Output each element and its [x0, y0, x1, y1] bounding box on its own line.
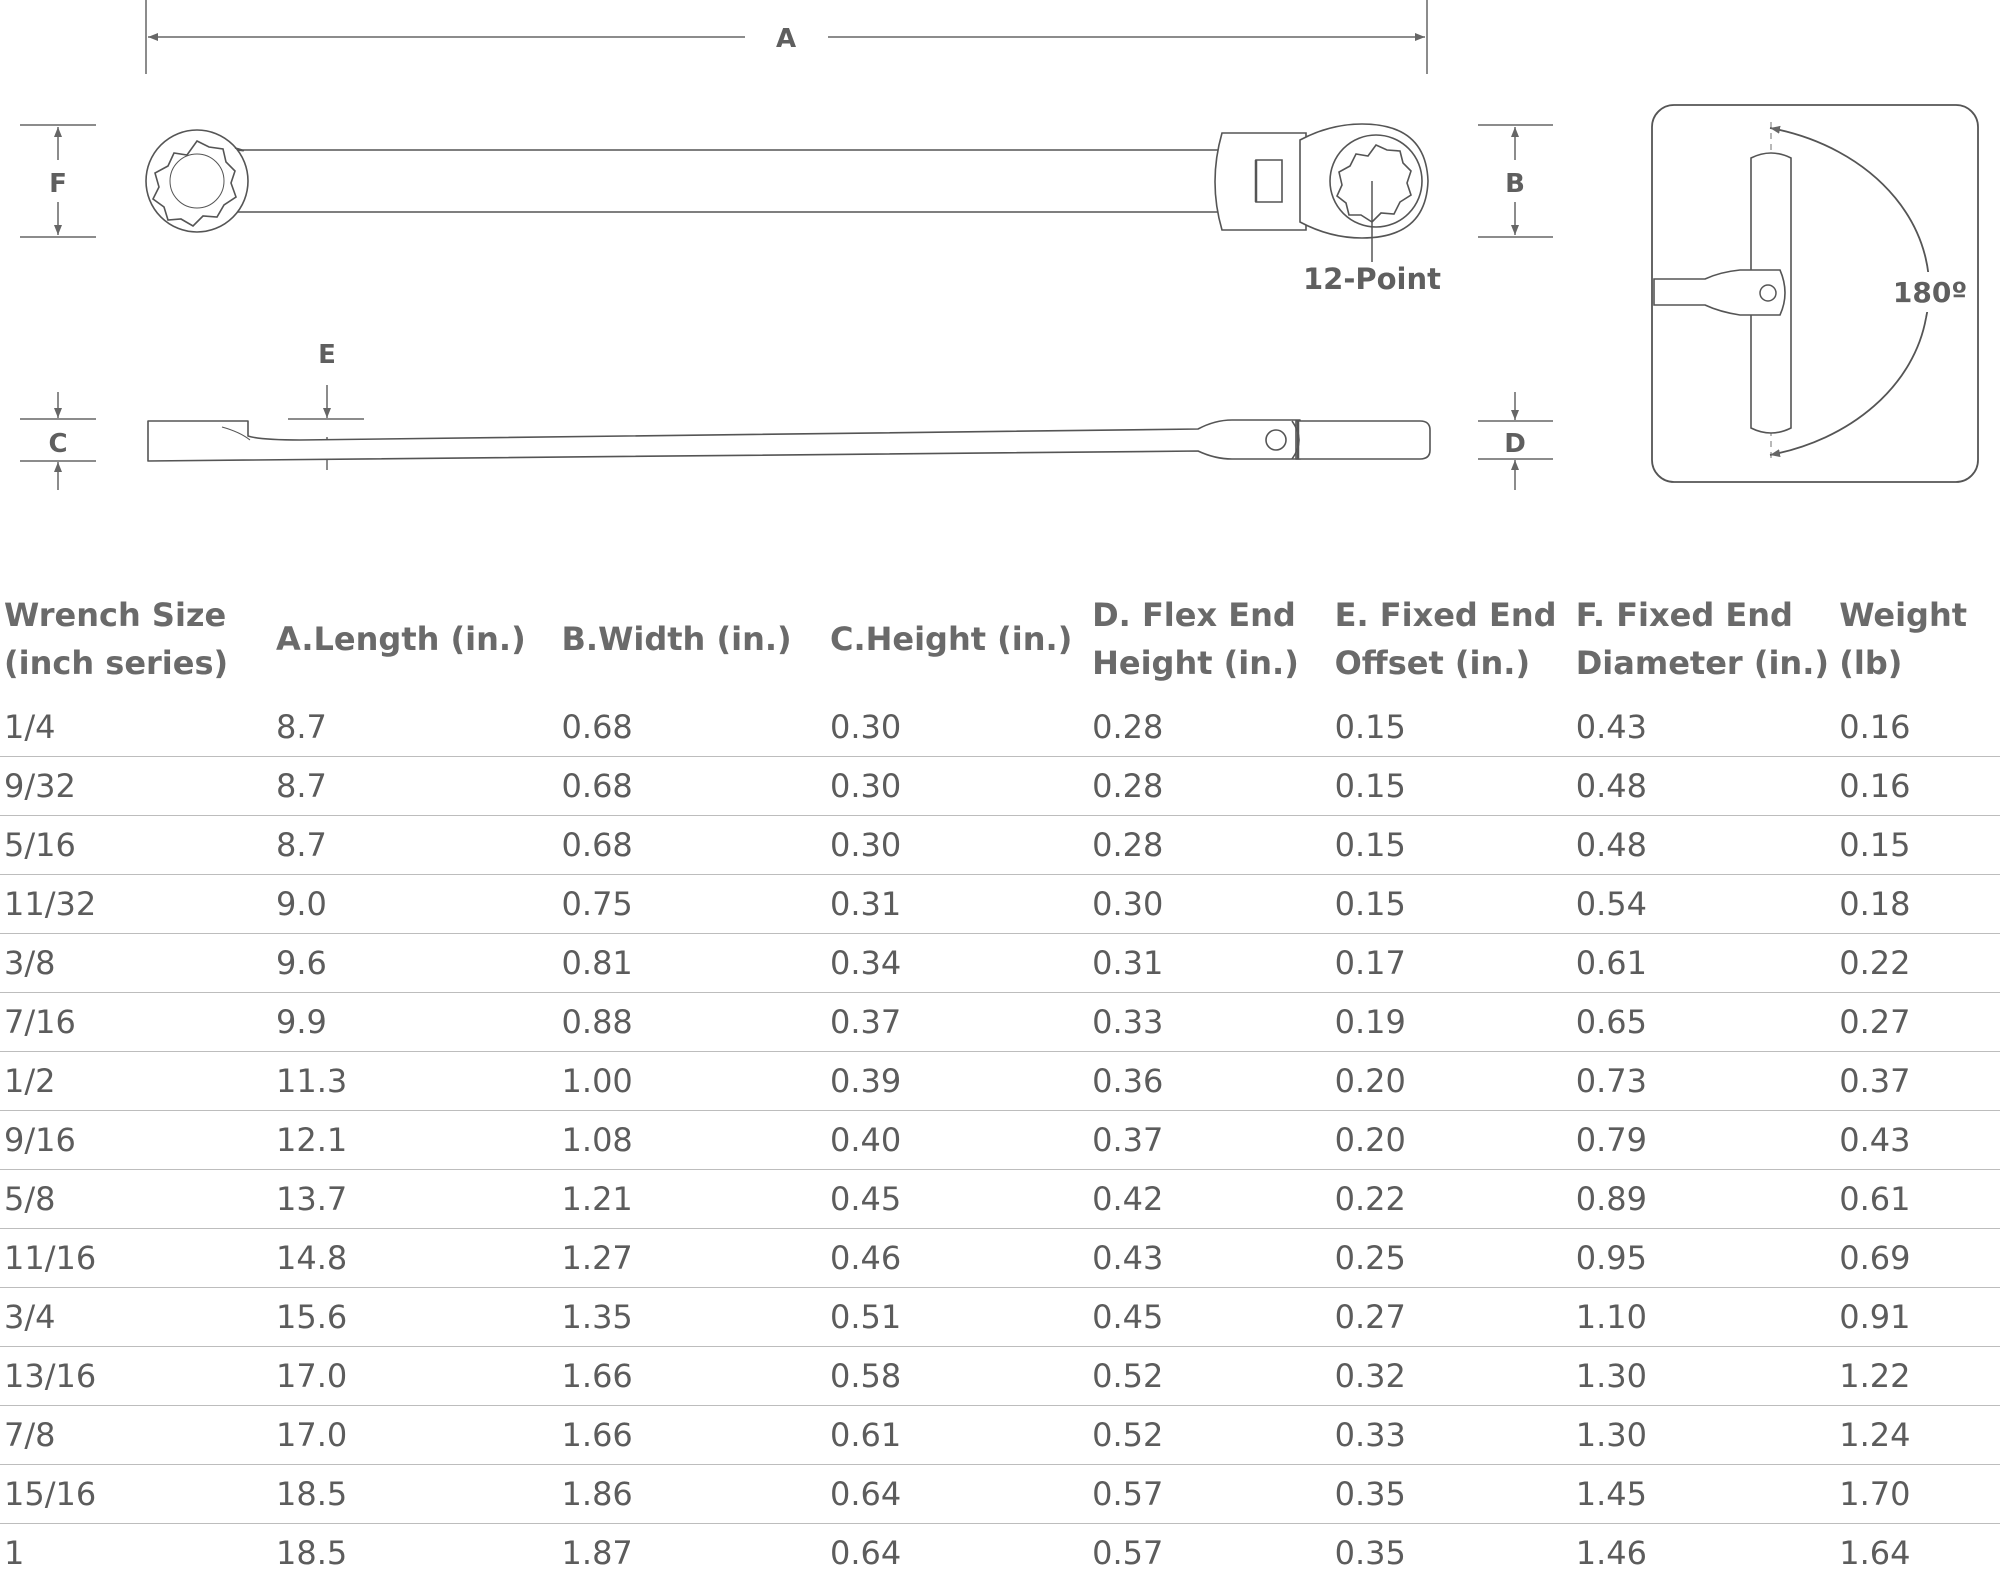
table-cell: 0.43 [1088, 1229, 1331, 1288]
table-cell: 1/4 [0, 698, 272, 757]
table-cell: 12.1 [272, 1111, 558, 1170]
table-cell: 0.20 [1331, 1052, 1572, 1111]
table-cell: 0.35 [1331, 1524, 1572, 1582]
dimension-e-label: E [318, 340, 336, 370]
table-cell: 3/4 [0, 1288, 272, 1347]
table-cell: 9/32 [0, 757, 272, 816]
column-header-line: Height (in.) [1092, 644, 1299, 682]
table-cell: 0.95 [1572, 1229, 1835, 1288]
table-cell: 9/16 [0, 1111, 272, 1170]
table-cell: 0.68 [558, 816, 826, 875]
table-cell: 1.86 [558, 1465, 826, 1524]
table-cell: 0.69 [1835, 1229, 2000, 1288]
flex-angle-label: 180º [1893, 276, 1967, 309]
table-cell: 18.5 [272, 1465, 558, 1524]
table-cell: 0.61 [826, 1406, 1088, 1465]
table-cell: 5/16 [0, 816, 272, 875]
table-cell: 0.22 [1835, 934, 2000, 993]
table-cell: 11/16 [0, 1229, 272, 1288]
table-cell: 3/8 [0, 934, 272, 993]
table-cell: 0.33 [1331, 1406, 1572, 1465]
table-cell: 1.21 [558, 1170, 826, 1229]
table-cell: 0.16 [1835, 698, 2000, 757]
table-cell: 0.68 [558, 698, 826, 757]
table-cell: 1.00 [558, 1052, 826, 1111]
table-cell: 0.88 [558, 993, 826, 1052]
twelve-point-label: 12-Point [1303, 262, 1441, 296]
table-cell: 0.89 [1572, 1170, 1835, 1229]
column-header-line: A.Length (in.) [276, 620, 526, 658]
table-cell: 0.28 [1088, 816, 1331, 875]
table-cell: 0.27 [1331, 1288, 1572, 1347]
column-header-line: Offset (in.) [1335, 644, 1530, 682]
table-row [0, 1229, 2000, 1288]
table-cell: 0.28 [1088, 698, 1331, 757]
wrench-dimension-diagram [0, 0, 2000, 560]
dimension-a-label: A [776, 24, 796, 54]
column-header [1331, 580, 1572, 698]
table-cell: 0.73 [1572, 1052, 1835, 1111]
column-header [1572, 580, 1835, 698]
table-cell: 0.57 [1088, 1524, 1331, 1582]
table-body [0, 698, 2000, 1582]
table-cell: 0.68 [558, 757, 826, 816]
table-row [0, 875, 2000, 934]
table-cell: 13.7 [272, 1170, 558, 1229]
table-cell: 0.30 [1088, 875, 1331, 934]
table-cell: 0.57 [1088, 1465, 1331, 1524]
dimension-f-label: F [49, 169, 67, 199]
table-cell: 0.15 [1331, 698, 1572, 757]
table-cell: 0.45 [826, 1170, 1088, 1229]
table-row [0, 816, 2000, 875]
column-header [0, 580, 272, 698]
table-row [0, 1524, 2000, 1582]
table-cell: 0.48 [1572, 816, 1835, 875]
table-row [0, 1170, 2000, 1229]
table-cell: 0.27 [1835, 993, 2000, 1052]
table-cell: 0.15 [1331, 757, 1572, 816]
table-cell: 0.30 [826, 698, 1088, 757]
table-cell: 0.91 [1835, 1288, 2000, 1347]
table-cell: 0.25 [1331, 1229, 1572, 1288]
table-cell: 0.37 [1088, 1111, 1331, 1170]
table-row [0, 934, 2000, 993]
table-cell: 0.65 [1572, 993, 1835, 1052]
table-cell: 0.48 [1572, 757, 1835, 816]
column-header-line: B.Width (in.) [562, 620, 792, 658]
table-cell: 0.15 [1331, 816, 1572, 875]
table-cell: 1.24 [1835, 1406, 2000, 1465]
dimension-b-label: B [1505, 169, 1525, 199]
table-cell: 1.30 [1572, 1406, 1835, 1465]
table-cell: 0.46 [826, 1229, 1088, 1288]
table-cell: 18.5 [272, 1524, 558, 1582]
table-cell: 1.22 [1835, 1347, 2000, 1406]
column-header-line: Wrench Size [4, 596, 226, 634]
column-header-line: D. Flex End [1092, 596, 1296, 634]
table-cell: 0.20 [1331, 1111, 1572, 1170]
table-row [0, 993, 2000, 1052]
table-cell: 1/2 [0, 1052, 272, 1111]
table-cell: 9.6 [272, 934, 558, 993]
table-cell: 14.8 [272, 1229, 558, 1288]
table-cell: 7/8 [0, 1406, 272, 1465]
table-cell: 13/16 [0, 1347, 272, 1406]
table-cell: 0.54 [1572, 875, 1835, 934]
table-cell: 1.46 [1572, 1524, 1835, 1582]
table-cell: 0.81 [558, 934, 826, 993]
table-cell: 0.31 [826, 875, 1088, 934]
table-cell: 8.7 [272, 757, 558, 816]
table-cell: 0.52 [1088, 1347, 1331, 1406]
table-cell: 0.16 [1835, 757, 2000, 816]
table-cell: 0.45 [1088, 1288, 1331, 1347]
table-cell: 0.22 [1331, 1170, 1572, 1229]
table-cell: 0.31 [1088, 934, 1331, 993]
table-cell: 0.34 [826, 934, 1088, 993]
table-cell: 1.35 [558, 1288, 826, 1347]
column-header-line: Weight (lb) [1839, 596, 1967, 682]
table-cell: 15.6 [272, 1288, 558, 1347]
table-cell: 11.3 [272, 1052, 558, 1111]
table-cell: 15/16 [0, 1465, 272, 1524]
table-cell: 1.64 [1835, 1524, 2000, 1582]
table-cell: 0.61 [1572, 934, 1835, 993]
table-cell: 17.0 [272, 1406, 558, 1465]
table-cell: 0.51 [826, 1288, 1088, 1347]
table-cell: 1.87 [558, 1524, 826, 1582]
table-header-row [0, 580, 2000, 698]
table-cell: 1.70 [1835, 1465, 2000, 1524]
table-cell: 7/16 [0, 993, 272, 1052]
table-cell: 0.28 [1088, 757, 1331, 816]
table-cell: 0.15 [1331, 875, 1572, 934]
specification-table [0, 580, 2000, 1582]
table-cell: 0.79 [1572, 1111, 1835, 1170]
table-cell: 0.42 [1088, 1170, 1331, 1229]
table-cell: 1.08 [558, 1111, 826, 1170]
column-header-line: Diameter (in.) [1576, 644, 1829, 682]
table-cell: 0.64 [826, 1524, 1088, 1582]
table-cell: 0.39 [826, 1052, 1088, 1111]
table-row [0, 757, 2000, 816]
table-cell: 0.17 [1331, 934, 1572, 993]
table-row [0, 1111, 2000, 1170]
table-cell: 17.0 [272, 1347, 558, 1406]
table-cell: 0.43 [1572, 698, 1835, 757]
table-cell: 9.9 [272, 993, 558, 1052]
column-header [1088, 580, 1331, 698]
table-row [0, 1406, 2000, 1465]
table-cell: 0.64 [826, 1465, 1088, 1524]
column-header-line: C.Height (in.) [830, 620, 1072, 658]
table-cell: 0.33 [1088, 993, 1331, 1052]
table-cell: 0.15 [1835, 816, 2000, 875]
table-cell: 0.61 [1835, 1170, 2000, 1229]
table-cell: 0.40 [826, 1111, 1088, 1170]
column-header [558, 580, 826, 698]
table-cell: 1.45 [1572, 1465, 1835, 1524]
column-header [826, 580, 1088, 698]
table-row [0, 1052, 2000, 1111]
table-cell: 0.35 [1331, 1465, 1572, 1524]
table-cell: 9.0 [272, 875, 558, 934]
table-cell: 1.66 [558, 1406, 826, 1465]
table-cell: 0.37 [1835, 1052, 2000, 1111]
table-row [0, 1465, 2000, 1524]
table-cell: 0.30 [826, 757, 1088, 816]
table-cell: 1.10 [1572, 1288, 1835, 1347]
table-row [0, 698, 2000, 757]
table-cell: 1 [0, 1524, 272, 1582]
wrench-top-view [146, 124, 1428, 238]
table-cell: 0.18 [1835, 875, 2000, 934]
column-header [1835, 580, 2000, 698]
table-cell: 0.30 [826, 816, 1088, 875]
dimension-c-label: C [48, 429, 67, 459]
table-cell: 1.66 [558, 1347, 826, 1406]
dimension-d-label: D [1504, 429, 1526, 459]
table-cell: 0.36 [1088, 1052, 1331, 1111]
table-row [0, 1347, 2000, 1406]
table-cell: 8.7 [272, 698, 558, 757]
column-header [272, 580, 558, 698]
table-cell: 0.52 [1088, 1406, 1331, 1465]
table-cell: 0.58 [826, 1347, 1088, 1406]
table-cell: 0.32 [1331, 1347, 1572, 1406]
table-cell: 0.37 [826, 993, 1088, 1052]
table-cell: 8.7 [272, 816, 558, 875]
column-header-line: (inch series) [4, 644, 228, 682]
table-cell: 0.19 [1331, 993, 1572, 1052]
column-header-line: F. Fixed End [1576, 596, 1793, 634]
table-cell: 11/32 [0, 875, 272, 934]
table-cell: 0.43 [1835, 1111, 2000, 1170]
table-cell: 1.27 [558, 1229, 826, 1288]
wrench-side-view [148, 420, 1430, 461]
table-cell: 0.75 [558, 875, 826, 934]
table-cell: 1.30 [1572, 1347, 1835, 1406]
table-row [0, 1288, 2000, 1347]
table-cell: 5/8 [0, 1170, 272, 1229]
column-header-line: E. Fixed End [1335, 596, 1557, 634]
